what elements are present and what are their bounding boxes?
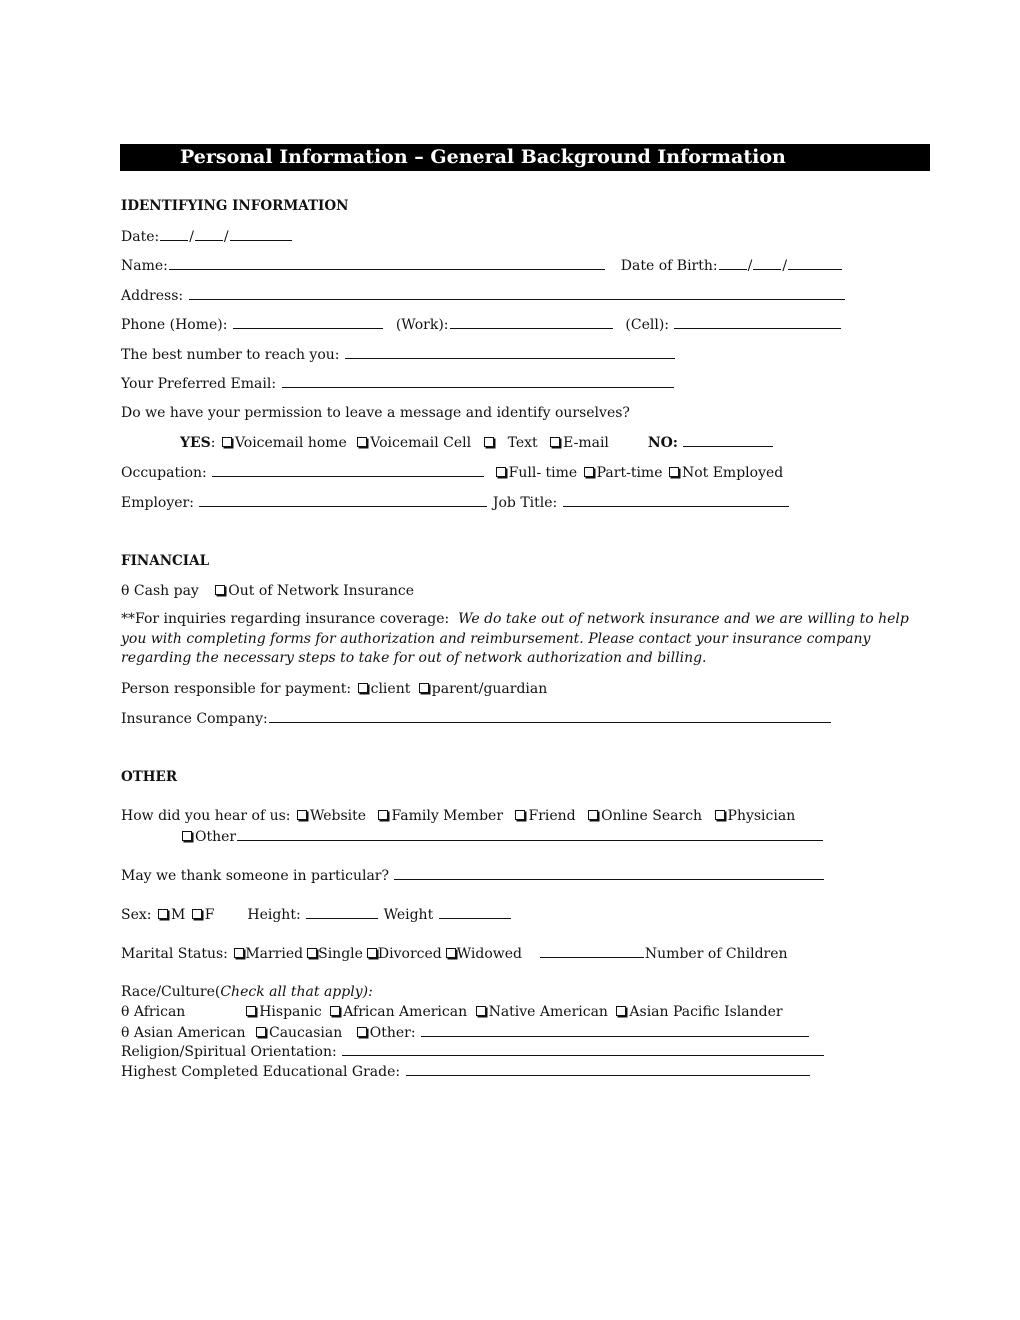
widowed-checkbox[interactable]	[446, 948, 456, 958]
full-time-label: Full- time	[508, 465, 578, 481]
education-row	[121, 1062, 811, 1081]
phone-home-label: Phone (Home):	[121, 317, 228, 333]
hispanic-label: Hispanic	[259, 1004, 322, 1020]
permission-question: Do we have your permission to leave a message and identify ourselves?	[121, 405, 630, 421]
physician-label: Physician	[727, 808, 796, 824]
theta-marker: θ	[121, 583, 130, 599]
religion-row	[121, 1042, 825, 1061]
asian-pacific-checkbox[interactable]	[616, 1006, 626, 1016]
parent-checkbox[interactable]	[419, 683, 429, 693]
insurance-inquiry-paragraph	[121, 610, 911, 669]
friend-label: Friend	[528, 808, 576, 824]
email-checkbox[interactable]	[550, 437, 560, 447]
race-row-2	[121, 1023, 810, 1042]
phone-row	[121, 315, 842, 334]
online-search-label: Online Search	[601, 808, 703, 824]
not-employed-checkbox[interactable]	[669, 467, 679, 477]
children-field[interactable]	[540, 944, 644, 958]
email-label: Your Preferred Email:	[121, 376, 277, 392]
theta-marker-african: θ	[121, 1004, 130, 1020]
payment-type-row	[121, 582, 414, 600]
page-title	[120, 144, 930, 171]
sex-f-checkbox[interactable]	[192, 909, 202, 919]
sex-m-label: M	[170, 907, 186, 923]
best-number-field[interactable]	[345, 345, 675, 359]
family-label: Family Member	[391, 808, 504, 824]
thank-field[interactable]	[394, 866, 824, 880]
parent-label: parent/guardian	[431, 681, 548, 697]
widowed-label: Widowed	[456, 946, 522, 962]
referral-other-field[interactable]	[237, 827, 823, 841]
weight-field[interactable]	[439, 905, 511, 919]
permission-options-row: YES: Voicemail home Voicemail Cell Text E-mail NO:	[180, 433, 774, 452]
employer-label: Employer:	[121, 495, 194, 511]
name-field[interactable]	[169, 256, 605, 270]
african-american-checkbox[interactable]	[330, 1006, 340, 1016]
weight-label: Weight	[383, 907, 434, 923]
no-field[interactable]	[683, 433, 773, 447]
asian-pacific-label: Asian Pacific Islander	[629, 1004, 783, 1020]
date-day-field[interactable]	[195, 227, 223, 241]
hispanic-checkbox[interactable]	[246, 1006, 256, 1016]
african-american-label: African American	[343, 1004, 468, 1020]
family-checkbox[interactable]	[378, 810, 388, 820]
african-label: African	[133, 1004, 186, 1020]
marital-row	[121, 944, 788, 963]
sex-f-label: F	[204, 907, 215, 923]
yes-label: YES	[180, 435, 211, 451]
hear-label: How did you hear of us:	[121, 808, 291, 824]
dob-month-field[interactable]	[719, 256, 747, 270]
dob-label: Date of Birth:	[620, 258, 718, 274]
religion-label: Religion/Spiritual Orientation:	[121, 1044, 337, 1060]
caucasian-checkbox[interactable]	[256, 1027, 266, 1037]
phone-cell-label: (Cell):	[625, 317, 670, 333]
part-time-label: Part-time	[596, 465, 663, 481]
occupation-row	[121, 463, 783, 482]
thank-label: May we thank someone in particular?	[121, 868, 389, 884]
employer-field[interactable]	[199, 493, 487, 507]
part-time-checkbox[interactable]	[584, 467, 594, 477]
voicemail-home-label: Voicemail home	[234, 435, 347, 451]
text-label: Text	[507, 435, 538, 451]
job-title-label: Job Title:	[492, 495, 558, 511]
date-month-field[interactable]	[160, 227, 188, 241]
race-label: Race/Culture(	[121, 984, 221, 1000]
native-american-label: Native American	[488, 1004, 608, 1020]
full-time-checkbox[interactable]	[496, 467, 506, 477]
phone-cell-field[interactable]	[674, 315, 841, 329]
height-label: Height:	[247, 907, 301, 923]
email-row	[121, 374, 675, 393]
date-label: Date:	[121, 229, 160, 245]
page-title-text: Personal Information – General Background Information	[180, 146, 786, 168]
text-checkbox[interactable]	[484, 437, 494, 447]
email-option-label: E-mail	[563, 435, 609, 451]
inquiry-text: We do take out of network insurance and we are willing to help you with completing forms for authorization and reimbursement. Please contact your insurance company regarding the necessary steps to take for out of network authorization and billing.	[121, 611, 909, 666]
name-label: Name:	[121, 258, 168, 274]
referral-row	[121, 807, 795, 825]
race-other-checkbox[interactable]	[357, 1027, 367, 1037]
best-number-label: The best number to reach you:	[121, 347, 340, 363]
phone-work-label: (Work):	[395, 317, 449, 333]
divorced-checkbox[interactable]	[367, 948, 377, 958]
married-checkbox[interactable]	[234, 948, 244, 958]
education-field[interactable]	[406, 1062, 810, 1076]
physician-checkbox[interactable]	[715, 810, 725, 820]
asian-american-label: Asian American	[133, 1025, 246, 1041]
name-row: Name: Date of Birth: / /	[121, 256, 843, 275]
email-field[interactable]	[282, 374, 674, 388]
client-checkbox[interactable]	[358, 683, 368, 693]
friend-checkbox[interactable]	[515, 810, 525, 820]
section-heading-financial: FINANCIAL	[121, 553, 210, 569]
address-field[interactable]	[189, 286, 845, 300]
website-label: Website	[309, 808, 367, 824]
address-row	[121, 286, 846, 305]
out-of-network-label: Out of Network Insurance	[228, 583, 415, 599]
married-label: Married	[245, 946, 304, 962]
insurance-company-row	[121, 709, 832, 728]
race-heading-row	[121, 983, 373, 1001]
marital-label: Marital Status:	[121, 946, 228, 962]
insurance-company-label: Insurance Company:	[121, 711, 268, 727]
single-label: Single	[318, 946, 363, 962]
section-heading-other: OTHER	[121, 769, 178, 785]
insurance-company-field[interactable]	[269, 709, 831, 723]
voicemail-cell-checkbox[interactable]	[357, 437, 367, 447]
no-label: NO:	[647, 435, 678, 451]
section-heading-identifying: IDENTIFYING INFORMATION	[121, 198, 349, 214]
voicemail-cell-label: Voicemail Cell	[370, 435, 472, 451]
referral-other-checkbox[interactable]	[182, 831, 192, 841]
referral-other-label: Other	[195, 829, 237, 845]
not-employed-label: Not Employed	[681, 465, 784, 481]
race-other-field[interactable]	[421, 1023, 809, 1037]
employer-row	[121, 493, 790, 512]
dob-day-field[interactable]	[753, 256, 781, 270]
thank-row	[121, 866, 825, 885]
theta-marker-asian: θ	[121, 1025, 130, 1041]
occupation-field[interactable]	[212, 463, 484, 477]
children-label: Number of Children	[644, 946, 788, 962]
address-label: Address:	[121, 288, 184, 304]
job-title-field[interactable]	[563, 493, 789, 507]
best-number-row	[121, 345, 676, 364]
sex-label: Sex:	[121, 907, 152, 923]
online-search-checkbox[interactable]	[588, 810, 598, 820]
website-checkbox[interactable]	[297, 810, 307, 820]
responsible-row	[121, 680, 547, 698]
date-row: Date: / /	[121, 227, 293, 246]
occupation-label: Occupation:	[121, 465, 207, 481]
race-row-1	[121, 1003, 783, 1021]
race-hint: Check all that apply):	[220, 984, 373, 1000]
divorced-label: Divorced	[377, 946, 442, 962]
single-checkbox[interactable]	[307, 948, 317, 958]
height-field[interactable]	[306, 905, 378, 919]
sex-m-checkbox[interactable]	[158, 909, 168, 919]
referral-other-row	[180, 827, 824, 846]
religion-field[interactable]	[342, 1042, 824, 1056]
out-of-network-checkbox[interactable]	[215, 585, 225, 595]
phone-work-field[interactable]	[450, 315, 613, 329]
inquiry-prefix: **For inquiries regarding insurance coverage:	[121, 611, 450, 627]
caucasian-label: Caucasian	[268, 1025, 343, 1041]
sex-height-weight-row	[121, 905, 512, 924]
race-other-label: Other:	[369, 1025, 416, 1041]
education-label: Highest Completed Educational Grade:	[121, 1064, 401, 1080]
client-label: client	[370, 681, 411, 697]
native-american-checkbox[interactable]	[476, 1006, 486, 1016]
date-year-field[interactable]	[230, 227, 292, 241]
responsible-label: Person responsible for payment:	[121, 681, 352, 697]
cash-pay-label: Cash pay	[133, 583, 199, 599]
dob-year-field[interactable]	[788, 256, 842, 270]
voicemail-home-checkbox[interactable]	[222, 437, 232, 447]
phone-home-field[interactable]	[233, 315, 383, 329]
